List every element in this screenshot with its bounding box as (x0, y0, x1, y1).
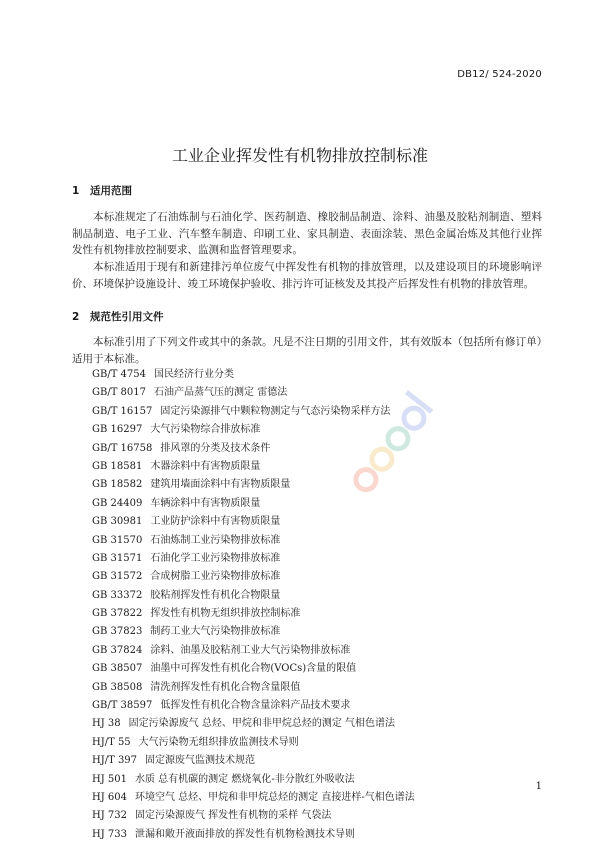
reference-code: GB 24409 (92, 497, 143, 509)
reference-name: 工业防护涂料中有害物质限量 (150, 516, 281, 528)
reference-item (92, 605, 415, 623)
reference-code: GB/T 8017 (92, 387, 147, 399)
reference-code: HJ 733 (92, 828, 127, 840)
reference-item (92, 826, 415, 844)
reference-name: 固定源废气监测技术规范 (145, 755, 256, 767)
reference-item (92, 532, 415, 550)
reference-name: 低挥发性有机化合物含量涂料产品技术要求 (160, 700, 351, 712)
reference-name: 制药工业大气污染物排放标准 (150, 626, 281, 638)
section-2-title: 规范性引用文件 (90, 311, 164, 323)
reference-item (92, 679, 415, 697)
reference-item (92, 752, 415, 770)
reference-item (92, 550, 415, 568)
reference-name: 车辆涂料中有害物质限量 (150, 497, 261, 509)
reference-name: 排风罩的分类及技术条件 (160, 442, 271, 454)
section-2-heading (72, 309, 164, 324)
reference-code: GB 16297 (92, 424, 143, 436)
reference-code: HJ 38 (92, 718, 121, 730)
reference-code: GB 18582 (92, 479, 143, 491)
reference-name: 木器涂料中有害物质限量 (150, 460, 261, 472)
reference-item (92, 587, 415, 605)
section-1-paragraph-1: 本标准规定了石油炼制与石油化学、医药制造、橡胶制品制造、涂料、油墨及胶粘剂制造、塑料制品制造、电子工业、汽车整车制造、印刷工业、家具制造、表面涂装、黑色金属冶炼及其他行业挥发性有机物排放控制要求、监测和监督管理要求。 (72, 211, 542, 256)
reference-code: GB 37822 (92, 608, 143, 620)
bzcloud-watermark-logo (318, 370, 468, 520)
section-1-title: 适用范围 (90, 185, 132, 197)
reference-item (92, 807, 415, 825)
reference-code: GB/T 16157 (92, 405, 153, 417)
reference-code: GB 31571 (92, 552, 143, 564)
reference-code: GB 30981 (92, 516, 143, 528)
reference-name: 石油化学工业污染物排放标准 (150, 552, 281, 564)
reference-code: GB/T 38597 (92, 700, 153, 712)
reference-name: 合成树脂工业污染物排放标准 (150, 571, 281, 583)
reference-name: 清洗剂挥发性有机化合物含量限值 (150, 681, 301, 693)
reference-name: 大气污染物无组织排放监测技术导则 (138, 736, 299, 748)
section-2-number: 2 (72, 311, 80, 323)
reference-name: 石油炼制工业污染物排放标准 (150, 534, 281, 546)
reference-item (92, 642, 415, 660)
reference-code: HJ 732 (92, 810, 127, 822)
reference-code: GB 18581 (92, 460, 143, 472)
reference-code: HJ 501 (92, 773, 127, 785)
reference-name: 建筑用墙面涂料中有害物质限量 (150, 479, 291, 491)
reference-code: GB 38508 (92, 681, 143, 693)
reference-code: HJ/T 55 (92, 736, 131, 748)
reference-item (92, 697, 415, 715)
page-number: 1 (535, 781, 542, 792)
reference-item (92, 623, 415, 641)
section-1-heading (72, 183, 132, 198)
reference-name: 油墨中可挥发性有机化合物(VOCs)含量的限值 (150, 663, 357, 675)
reference-code: GB 38507 (92, 663, 143, 675)
section-2-intro: 本标准引用了下列文件或其中的条款。凡是不注日期的引用文件，其有效版本（包括所有修订单）适用于本标准。 (72, 336, 542, 365)
reference-name: 大气污染物综合排放标准 (150, 424, 261, 436)
reference-code: GB/T 16758 (92, 442, 153, 454)
section-1-paragraph-2: 本标准适用于现有和新建排污单位废气中挥发性有机物的排放管理，以及建设项目的环境影响评价、环境保护设施设计、竣工环境保护验收、排污许可证核发及其投产后挥发性有机物的排放管理。 (72, 261, 542, 290)
reference-code: GB 31572 (92, 571, 143, 583)
reference-name: 国民经济行业分类 (154, 369, 235, 380)
reference-code: GB 31570 (92, 534, 143, 546)
reference-item (92, 789, 415, 807)
document-title: 工业企业挥发性有机物排放控制标准 (171, 145, 428, 165)
reference-name: 固定污染源废气 挥发性有机物的采样 气袋法 (135, 810, 332, 822)
reference-code: GB 37824 (92, 644, 143, 656)
reference-name: 涂料、油墨及胶粘剂工业大气污染物排放标准 (150, 644, 351, 656)
reference-name: 石油产品蒸气压的测定 雷德法 (154, 387, 288, 399)
reference-name: 胶粘剂挥发性有机化合物限量 (150, 589, 281, 601)
reference-code: GB 33372 (92, 589, 143, 601)
section-1-number: 1 (72, 185, 80, 197)
reference-name: 泄漏和敞开液面排放的挥发性有机物检测技术导则 (135, 828, 355, 840)
reference-item (92, 771, 415, 789)
reference-code: HJ/T 397 (92, 755, 138, 767)
reference-name: 挥发性有机物无组织排放控制标准 (150, 608, 301, 620)
reference-item (92, 715, 415, 733)
reference-name: 固定污染源排气中颗粒物测定与气态污染物采样方法 (160, 405, 391, 417)
reference-name: 水质 总有机碳的测定 燃烧氧化-非分散红外吸收法 (135, 773, 355, 785)
reference-item (92, 660, 415, 678)
reference-code: HJ 604 (92, 791, 127, 803)
reference-name: 固定污染源废气 总烃、甲烷和非甲烷总烃的测定 气相色谱法 (128, 718, 395, 730)
reference-code: GB/T 4754 (92, 369, 147, 380)
reference-name: 环境空气 总烃、甲烷和非甲烷总烃的测定 直接进样-气相色谱法 (135, 791, 415, 803)
reference-item (92, 734, 415, 752)
reference-item (92, 568, 415, 586)
reference-code: GB 37823 (92, 626, 143, 638)
document-code: DB12/ 524-2020 (457, 69, 542, 80)
